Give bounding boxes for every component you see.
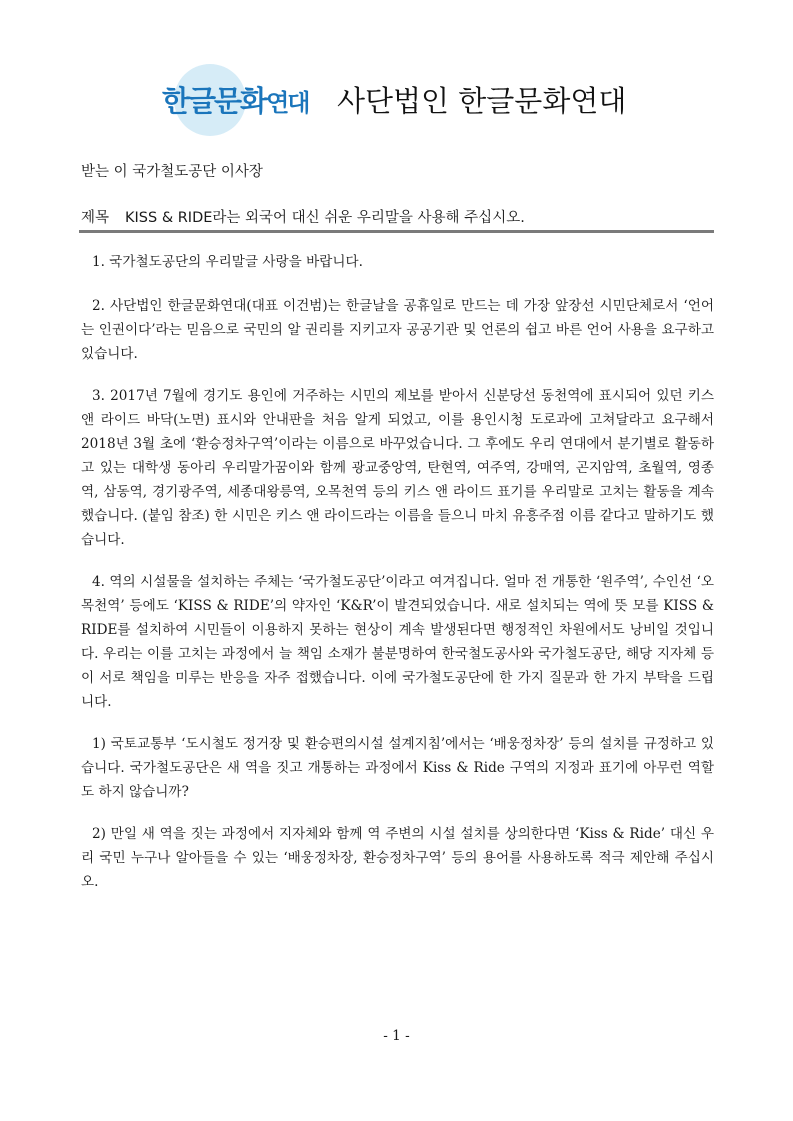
letterhead	[162, 68, 682, 138]
paragraph-1: 1. 국가철도공단의 우리말글 사랑을 바랍니다.	[92, 254, 363, 270]
logo-text-main: 한글문화	[162, 84, 267, 118]
letter-body	[81, 250, 714, 912]
request-2: 2) 만일 새 역을 짓는 과정에서 지자체와 함께 역 주변의 시설 설치를 상의한다면 ‘Kiss & Ride’ 대신 우리 국민 누구나 알아들을 수 있는 ‘배웅정차장, 환승정차구역’ 등의 용어를 사용하도록 적극 제안해 주십시오.	[81, 826, 714, 890]
page-number: - 1 -	[383, 1028, 410, 1044]
recipient-line: 받는 이 국가철도공단 이사장	[81, 164, 263, 180]
header-divider	[79, 230, 714, 233]
paragraph-2: 2. 사단법인 한글문화연대(대표 이건범)는 한글날을 공휴일로 만드는 데 가장 앞장선 시민단체로서 ‘언어는 인권이다’라는 믿음으로 국민의 알 권리를 지키고자 공공기관 및 언론의 쉽고 바른 언어 사용을 요구하고 있습니다.	[81, 298, 714, 362]
subject-line	[81, 206, 525, 227]
paragraph-3: 3. 2017년 7월에 경기도 용인에 거주하는 시민의 제보를 받아서 신분당선 동천역에 표시되어 있던 키스 앤 라이드 바닥(노면) 표시와 안내판을 처음 알게 되었고, 이를 용인시청 도로과에 고쳐달라고 요구해서 2018년 3월 초에 ‘환승정차구역’이라는 이름으로 바꾸었습니다. 그 후에도 우리 연대에서 분기별로 활동하고 있는 대학생 동아리 우리말가꿈이와 함께 광교중앙역, 탄현역, 여주역, 강매역, 곤지암역, 초월역, 영종역, 삼동역, 경기광주역, 세종대왕릉역, 오목천역 등의 키스 앤 라이드 표기를 우리말로 고치는 활동을 계속했습니다. (붙임 참조) 한 시민은 키스 앤 라이드라는 이름을 들으니 마치 유흥주점 이름 같다고 말하기도 했습니다.	[81, 388, 714, 548]
logo-text-sub: 연대	[266, 89, 309, 117]
org-logo	[162, 79, 308, 120]
subject-label: 제목	[81, 210, 110, 226]
question-1: 1) 국토교통부 ‘도시철도 정거장 및 환승편의시설 설계지침’에서는 ‘배웅정차장’ 등의 설치를 규정하고 있습니다. 국가철도공단은 새 역을 짓고 개통하는 과정에서 Kiss & Ride 구역의 지정과 표기에 아무런 역할도 하지 않습니까?	[81, 736, 714, 800]
subject-text: KISS & RIDE라는 외국어 대신 쉬운 우리말을 사용해 주십시오.	[125, 210, 525, 226]
paragraph-4: 4. 역의 시설물을 설치하는 주체는 ‘국가철도공단’이라고 여겨집니다. 얼마 전 개통한 ‘원주역’, 수인선 ‘오목천역’ 등에도 ‘KISS & RIDE’의 약자인 ‘K&R’이 발견되었습니다. 새로 설치되는 역에 뜻 모를 KISS & RIDE를 설치하여 시민들이 이용하지 못하는 현상이 계속 발생된다면 행정적인 차원에서도 낭비일 것입니다. 우리는 이를 고치는 과정에서 늘 책임 소재가 불분명하여 한국철도공사와 국가철도공단, 해당 지자체 등이 서로 책임을 미루는 반응을 자주 접했습니다. 이에 국가철도공단에 한 가지 질문과 한 가지 부탁을 드립니다.	[81, 574, 714, 710]
org-name: 사단법인 한글문화연대	[337, 84, 627, 118]
